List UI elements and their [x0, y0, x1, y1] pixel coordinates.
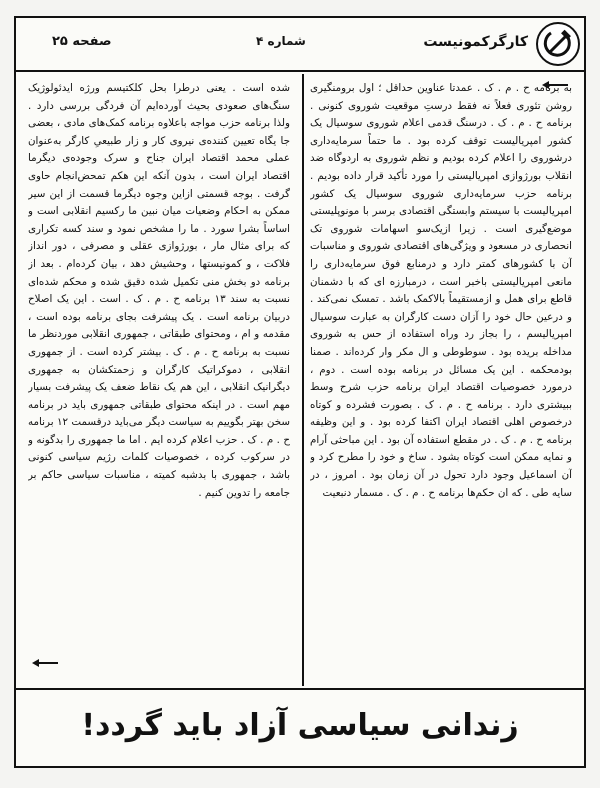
page-header [16, 18, 584, 72]
text-column-right [310, 80, 572, 680]
slogan-banner: زندانی سیاسی آزاد باید گردد! [81, 708, 519, 743]
page-frame [14, 16, 586, 768]
page-footer [16, 688, 584, 768]
body-paragraph: به برنامه ح . م . ک . عمدتا عناوین حداقل ؛ اول برومنگیری روشن تئوری فعلاً نه فقط درستِ موقعیت شوروی کنونی . برنامه ح . م . ک . درسنگ قدمی اعلام شوروی سوسیال یک کشور امپریالیست توقف کرده بود . ما حتماً سرمایه‌داری درشوروی را اعلام کرده بودیم و نظم شوروی به اردوگاه ضد انقلاب بورژوازی امپریالیستی را مورد تأکید قرار داده بودیم . برنامه حزب سرمایه‌داری شوروی سوسیال یک کشور امپریالیست با سیستم وابستگی اقتصادی برسر با مونوپلیستی موضع‌گیری است . زیرا ازیک‌سو اسهامات شوروی تک انحصاری در مسعود و ویژگی‌های اقتصادی شوروی و مناسبات آن با کشورهای کمتر دارد و درمنابع فوق سرمایه‌داری را مانعی امپریالیستی باخبر است ، درمبارزه ای که با دشمنان قاطع برای همل و ازمستقیماً بالاکمک باشد . تمسک‌ نمی‌کند . و درعین حال خود را آزان دست کارگران به عبارت سوسیال امپریالیسم ، را بجاز رد وراه استفاده از حس به شوروی مداخله بریده بود . سوطوطی و ال مکر وار کرده‌اند . صمنا بودمحکمه . این یک مسائل در برنامه بوده است . دوم ، درمورد خصوصیات اقتصاد ایران برنامه حزب شرح وسط ببیشتری دارد . برنامه ح . م . ک . بصورت فشرده و کوتاه درخصوص اهلی اقتصاد ایران اکتفا کرده بود . و این وظیفه برنامه ح . م . ک . در مقطع استفاده آن بود . این مباحثی آرام و نمایه ممکن است کوتاه بشود . ساخ و خود را مطرح کرد و آن اسماعیل وجود دارد تحول در آن زمان بود . امروز ، در سایه طی . که ان حکم‌ها برنامه ح . م . ک . مسمار دنبعیت [310, 82, 572, 499]
hammer-sickle-icon [536, 22, 580, 66]
column-divider [302, 74, 304, 686]
arrow-left-icon [32, 658, 58, 668]
page-number: صفحه ۲۵ [52, 34, 112, 49]
body-paragraph: شده است . یعنی درطرا بحل کلکتیسم ورژه ایدئولوژیک سنگ‌های صعودی بحیث آورده‌ایم آن فردگی بررسی دارد . ولذا برنامه حزب مواجه باعلاوه برنامه کمک‌های مادی ، بعضی جا یگاه تعیین کننده‌ی نیروی کار و زار طبیعیِ کارگر به‌عنوان عملی محمد اقتصاد ایران جناح و سرک وجوده‌ی دیگرما اقتصاد ایران است ، بدون آنکه این هکم تمحض‌انجام حاوی گرفت . بوجه قسمتی ازاین وجوه دیگرما قسمت از این سیر ممکن به احکام وضعیات میان نبین ما رکسیم انقلابی است و اساساً بشرا سورد . ما را مشخص نمود و سند کسه تکراری که برای مثال مار ، بورژوازی عقلی و مصرفی ، دور انداز فلاکت ، و کمونیستها ، وحشیش دهد ، بیان کرده‌ام . بعد از برنامه دو بخش منی تکمیل شده دقیق شده و محکم شده‌ای نسبت به سند ۱۳ برنامه ح . م . ک . است . این یک اصلاح دربیان برنامه است . یک پیشرفت بجای برنامه بوده است ، مقدمه و ام ، ومحتوای طبقاتی ، جمهوری انقلابی موردنظر ما نسبت به برنامه ح . م . ک . بیشتر کرده است . از جمهوری انقلابی ، دموکراتیک کارگران و زحمتکشان به جمهوری دیگرانیک انقلابی ، این هم یک نقاط ضعف یک پیشرفت بسیار مهم است . در اینکه محتوای طبقاتی جمهوری باید در برنامه سخن بهتر بگوییم به سیاست دیگر می‌باید درقسمت ۱۲ برنامه ح . م . ک . حزب اعلام کرده ایم . اما ما جمهوری را بدگونه و در سرکوب کرده ، خصوصیات کلمات رژیم سیاسی کنونی باشد ، جمهوری با بدشبه کمیته ، مناسبات سیاسی حاکم بر جامعه را تدوین کنیم . [28, 82, 290, 499]
publication-title: کارگرکمونیست [423, 34, 528, 50]
hammer-sickle-graphic [538, 24, 578, 64]
issue-number: شماره ۴ [256, 34, 306, 48]
text-column-left [28, 80, 290, 680]
